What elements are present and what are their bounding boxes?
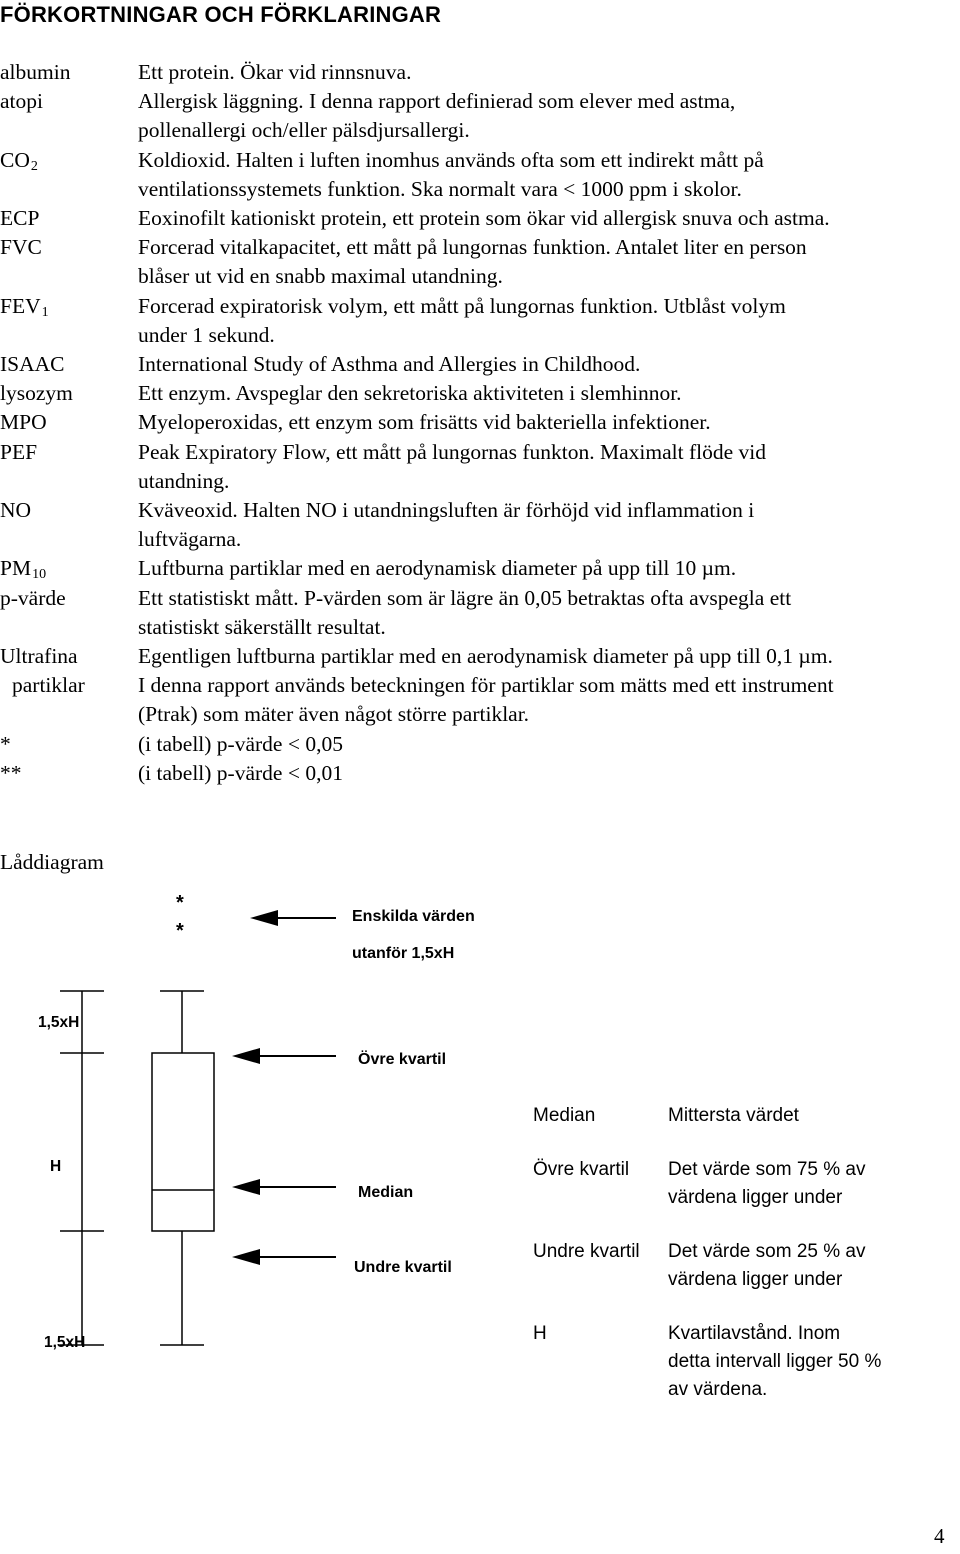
abbreviation-term [0,759,22,788]
definition-line: Luftburna partiklar med en aerodynamisk diameter på upp till 10 µm. [138,556,737,581]
abbreviation-definition [138,408,960,437]
abbreviation-definition [138,642,960,671]
abbreviation-term [0,350,65,379]
abbreviation-term [0,233,42,262]
median-arrow [232,1179,336,1195]
boxplot-legend [533,1105,881,1400]
legend-term: Median [533,1105,596,1126]
definition-line: I denna rapport används beteckningen för partiklar som mätts med ett instrument [138,673,834,698]
boxplot-figure [0,885,960,1445]
abbreviation-definition [138,671,960,729]
abbreviation-term [0,584,66,613]
abbreviation-term [0,408,47,437]
definition-line: Allergisk läggning. I denna rapport definierad som elever med astma, [138,89,736,114]
abbreviation-entry [0,496,960,554]
abbreviation-definition [138,350,960,379]
definition-line: Peak Expiratory Flow, ett mått på lungornas funkton. Maximalt flöde vid [138,439,766,464]
abbreviation-definition [138,584,960,642]
abbreviation-term-subscript: 10 [32,567,47,583]
abbreviation-term-text: p-värde [0,585,66,610]
abbreviation-entry [0,584,960,642]
abbreviation-entry [0,292,960,350]
abbreviation-definition [138,292,960,350]
abbreviation-definition [138,496,960,554]
abbreviation-term [0,292,49,324]
abbreviation-term [0,554,46,586]
abbreviation-term-text: ECP [0,206,40,231]
abbreviation-term [0,58,70,87]
definition-line: ventilationssystemets funktion. Ska normalt vara < 1000 ppm i skolor. [138,176,742,201]
legend-description: värdena ligger under [668,1187,843,1208]
definition-line: Forcerad vitalkapacitet, ett mått på lungornas funktion. Antalet liter en person [138,235,807,260]
abbreviation-definition [138,233,960,291]
abbreviation-term [0,438,37,467]
definition-line: statistiskt säkerställt resultat. [138,614,386,639]
definition-line: Kväveoxid. Halten NO i utandningsluften är förhöjd vid inflammation i [138,498,755,523]
abbreviation-entry [0,350,960,379]
abbreviation-term [0,204,39,233]
upper-whisker-label: 1,5xH [38,1014,80,1031]
upper-quartile-label: Övre kvartil [358,1051,447,1068]
definition-line: Koldioxid. Halten i luften inomhus används ofta som ett indirekt mått på [138,147,764,172]
abbreviation-entry [0,379,960,408]
definition-line: International Study of Asthma and Allergies in Childhood. [138,352,641,377]
definition-line: utandning. [138,468,230,493]
legend-description: Det värde som 75 % av [668,1159,866,1180]
abbreviation-entry [0,642,960,671]
legend-term: Undre kvartil [533,1241,640,1262]
definition-line: Ett protein. Ökar vid rinnsnuva. [138,60,412,84]
outlier-label-line1: Enskilda värden [352,908,475,925]
abbreviation-entry [0,87,960,145]
outlier-marker: * [176,892,184,914]
abbreviation-term-text: CO [0,147,30,172]
abbreviation-entry [0,671,960,729]
definition-line: (i tabell) p-värde < 0,01 [138,760,343,785]
abbreviation-term-text: albumin [0,60,71,84]
legend-term: H [533,1323,547,1344]
legend-description: av värdena. [668,1379,768,1400]
abbreviation-entry [0,730,960,759]
definition-line: Forcerad expiratorisk volym, ett mått på lungornas funktion. Utblåst volym [138,293,786,318]
definition-line: Eoxinofilt kationiskt protein, ett protein som ökar vid allergisk snuva och astma. [138,206,830,231]
outlier-arrow [250,910,336,926]
abbreviation-entry [0,438,960,496]
abbreviation-term-subscript: 1 [41,304,49,320]
median-label: Median [358,1184,414,1201]
definition-line: under 1 sekund. [138,322,275,347]
legend-description: Kvartilavstånd. Inom [668,1323,841,1344]
page-heading: FÖRKORTNINGAR OCH FÖRKLARINGAR [0,2,442,27]
definition-line: Ett statistiskt mått. P-värden som är lägre än 0,05 betraktas ofta avspegla ett [138,585,792,610]
abbreviation-term-text: lysozym [0,381,73,406]
abbreviation-entry [0,408,960,437]
abbreviation-definition [138,730,960,759]
abbreviation-entry [0,759,960,788]
abbreviation-term-text: ** [0,760,22,785]
abbreviation-entry [0,554,960,583]
definition-line: Myeloperoxidas, ett enzym som frisätts vid bakteriella infektioner. [138,410,711,435]
definition-line: luftvägarna. [138,527,242,552]
abbreviation-term-subscript: 2 [30,158,38,174]
abbreviation-definition [138,58,960,87]
abbreviation-term [0,671,85,700]
abbreviation-definition [138,204,960,233]
definition-line: Ett enzym. Avspeglar den sekretoriska aktiviteten i slemhinnor. [138,381,682,406]
definition-line: blåser ut vid en snabb maximal utandning. [138,264,503,289]
lower-whisker-label: 1,5xH [44,1334,86,1351]
abbreviation-term [0,730,11,759]
abbreviation-definition [138,759,960,788]
page-number: 4 [934,1524,945,1548]
boxplot-section-title: Låddiagram [0,850,104,874]
definition-line: pollenallergi och/eller pälsdjursallergi. [138,118,470,143]
abbreviation-term-text: partiklar [12,673,85,698]
abbreviation-term-text: FEV [0,293,41,318]
legend-description: Det värde som 25 % av [668,1241,866,1262]
abbreviation-term-text: PM [0,556,32,581]
abbreviation-term [0,379,73,408]
legend-description: värdena ligger under [668,1269,843,1290]
definition-line: (i tabell) p-värde < 0,05 [138,731,343,756]
abbreviation-definition [138,379,960,408]
interquartile-box [152,1053,214,1231]
abbreviation-entry [0,204,960,233]
abbreviation-term-text: * [0,731,11,756]
abbreviation-term-text: PEF [0,439,38,464]
abbreviation-term-text: FVC [0,235,42,260]
definition-line: Egentligen luftburna partiklar med en aerodynamisk diameter på upp till 0,1 µm. [138,644,833,669]
abbreviation-entry [0,146,960,204]
abbreviation-term-text: NO [0,498,32,523]
abbreviation-term-text: Ultrafina [0,644,78,669]
legend-description: detta intervall ligger 50 % [668,1351,882,1372]
abbreviation-term-text: ISAAC [0,352,65,377]
definition-line: (Ptrak) som mäter även något större partiklar. [138,702,530,727]
abbreviation-definition [138,438,960,496]
abbreviation-term [0,87,43,116]
legend-term: Övre kvartil [533,1159,630,1180]
outlier-marker: * [176,920,184,942]
abbreviation-term-text: MPO [0,410,47,435]
abbreviation-definition [138,146,960,204]
abbreviation-term [0,146,38,178]
outlier-label-line2: utanför 1,5xH [352,945,455,962]
abbreviation-definition [138,554,960,583]
abbreviation-list [0,58,960,788]
abbreviation-entry [0,58,960,87]
abbreviation-term [0,642,78,671]
lower-quartile-arrow [232,1249,336,1265]
abbreviation-definition [138,87,960,145]
box-height-label: H [50,1158,62,1175]
abbreviation-entry [0,233,960,291]
abbreviation-term-text: atopi [0,89,43,114]
lower-quartile-label: Undre kvartil [354,1259,452,1276]
upper-quartile-arrow [232,1048,336,1064]
boxplot-explanation-diagram [0,885,960,1445]
abbreviation-term [0,496,31,525]
legend-description: Mittersta värdet [668,1105,799,1126]
